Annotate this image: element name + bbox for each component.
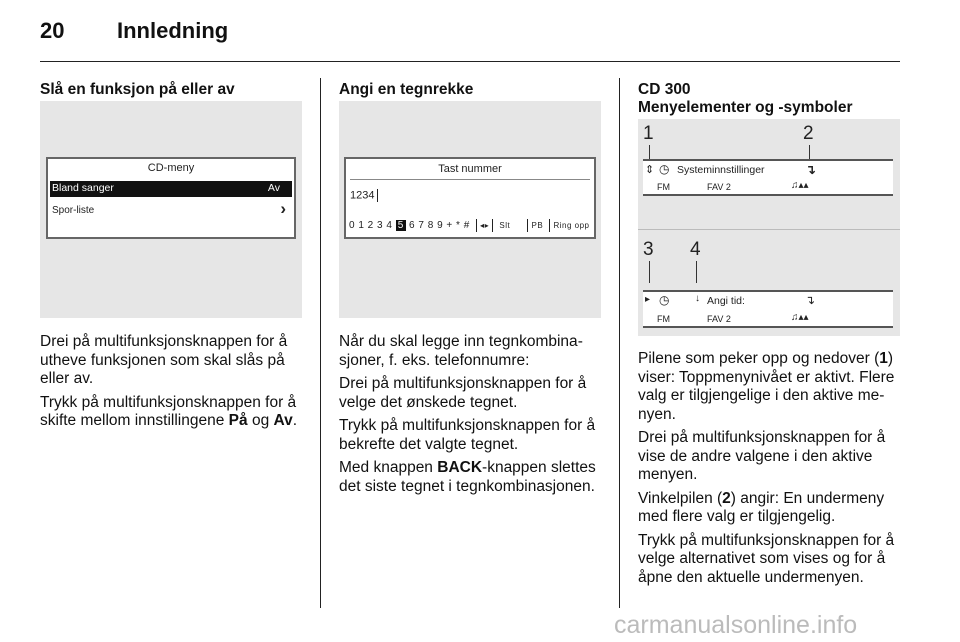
cursor-icon — [377, 189, 378, 202]
callout-number: 2 — [803, 123, 814, 144]
header-rule — [40, 61, 900, 62]
phonebook-key: PB — [531, 221, 544, 231]
bold-term: På — [228, 412, 248, 429]
paragraph — [40, 394, 312, 431]
paragraph — [638, 350, 904, 424]
section-subheading: Menyelementer og -symboler — [638, 99, 853, 116]
paragraph: Drei på multifunksjonsknappen for å vise de andre valgene i den aktive menyen. — [638, 429, 886, 483]
down-arrow-icon: ↓ — [695, 293, 700, 304]
signal-icon: ♫▴▴ — [791, 180, 809, 191]
callout-line — [696, 261, 697, 283]
figure-divider — [638, 229, 900, 230]
number-entry-figure — [339, 101, 601, 318]
menu-row-value: Av — [267, 182, 280, 194]
right-arrow-icon: ▸ — [645, 294, 651, 305]
bold-term: 1 — [879, 350, 888, 367]
paragraph: Drei på multifunksjonsknappen for å utheve funksjonen som skal slås på eller av. — [40, 333, 288, 387]
delete-key: Slt — [499, 221, 511, 231]
arrow-icon: ◂▸ — [480, 221, 490, 231]
display-screen — [643, 290, 893, 328]
callout-line — [649, 261, 650, 283]
text-run: ) viser: Toppmenynivået er aktivt. Flere valg er tilgjengelige i den aktive menyen. — [638, 350, 895, 423]
menu-row-label: Bland sanger — [52, 182, 114, 194]
paragraph: Trykk på multifunksjonsknappen for å bekrefte det valgte tegnet. — [339, 417, 596, 453]
callout-number: 3 — [643, 239, 654, 260]
menu-row-selected — [50, 181, 292, 197]
watermark: carmanualsonline.info — [614, 611, 858, 639]
menu-row-label: Spor-liste — [52, 205, 95, 216]
character-selector — [349, 219, 589, 232]
screen-divider — [350, 179, 590, 180]
paragraph: Drei på multifunksjonsknappen for å velge det ønskede tegnet. — [339, 375, 587, 411]
clock-icon: ◷ — [659, 162, 670, 176]
favourite-label: FAV 2 — [707, 182, 731, 192]
entered-number — [350, 189, 381, 202]
column-divider — [619, 78, 620, 608]
selected-character: 5 — [397, 220, 404, 232]
body-text — [40, 333, 312, 436]
text-run: Pilene som peker opp og nedover ( — [638, 350, 880, 367]
separator — [549, 219, 550, 232]
signal-icon: ♫▴▴ — [791, 312, 809, 323]
section-heading: Slå en funksjon på eller av — [40, 81, 235, 98]
submenu-arrow-icon: ↴ — [805, 293, 816, 307]
callout-number: 1 — [643, 123, 654, 144]
chevron-right-icon: › — [280, 199, 286, 218]
section-heading: CD 300 — [638, 81, 691, 98]
call-key: Ring opp — [553, 221, 590, 231]
paragraph — [638, 490, 904, 527]
paragraph: Trykk på multifunksjonsknappen for å velge alternativet som vises og for å åpne den aktuelle undermenyen. — [638, 531, 895, 586]
menu-symbols-figure — [638, 119, 900, 336]
separator — [476, 219, 477, 232]
display-screen — [46, 157, 296, 239]
screen-title: CD-meny — [147, 162, 195, 174]
body-text — [638, 350, 904, 592]
menu-label: Angi tid: — [707, 295, 745, 307]
bold-term: Av — [273, 412, 293, 429]
display-screen — [643, 159, 893, 196]
text-run: Med knappen — [339, 459, 438, 476]
callout-number: 4 — [690, 239, 701, 260]
menu-label: Systeminnstillinger — [677, 164, 765, 176]
column-divider — [320, 78, 321, 608]
bold-term: BACK — [437, 459, 483, 476]
text-run: Vinkelpilen ( — [638, 489, 723, 507]
screen-title: Tast nummer — [438, 163, 502, 175]
clock-icon: ◷ — [659, 293, 670, 307]
paragraph — [339, 459, 607, 496]
text-run: -knappen slettes det siste tegnet i tegnkombinasjonen. — [339, 459, 596, 495]
body-text — [339, 333, 607, 501]
cd-menu-figure — [40, 101, 302, 318]
display-screen — [344, 157, 596, 239]
favourite-label: FAV 2 — [707, 314, 731, 324]
entry-text: 1234 — [350, 189, 375, 202]
text-run: og — [247, 412, 274, 429]
submenu-arrow-icon: ↴ — [805, 162, 816, 177]
page-number: 20 — [40, 18, 65, 43]
paragraph: Når du skal legge inn tegnkombinasjoner, f. eks. telefonnumre: — [339, 333, 583, 369]
separator — [492, 219, 493, 232]
separator — [527, 219, 528, 232]
text-run: Trykk på multifunksjonsknappen for å skifte mellom innstillingene — [40, 393, 297, 429]
character-keys: 0 1 2 3 4 — [349, 220, 393, 232]
up-down-arrow-icon: ⇕ — [645, 164, 655, 176]
page-title: Innledning — [117, 18, 229, 43]
text-run: . — [292, 412, 298, 429]
character-keys: 6 7 8 9 + * # — [409, 220, 470, 232]
text-run: ) angir: En undermeny med flere valg er tilgjengelig. — [638, 489, 885, 525]
band-label: FM — [657, 314, 670, 324]
bold-term: 2 — [722, 489, 731, 507]
section-heading: Angi en tegnrekke — [339, 81, 474, 98]
band-label: FM — [657, 182, 670, 192]
